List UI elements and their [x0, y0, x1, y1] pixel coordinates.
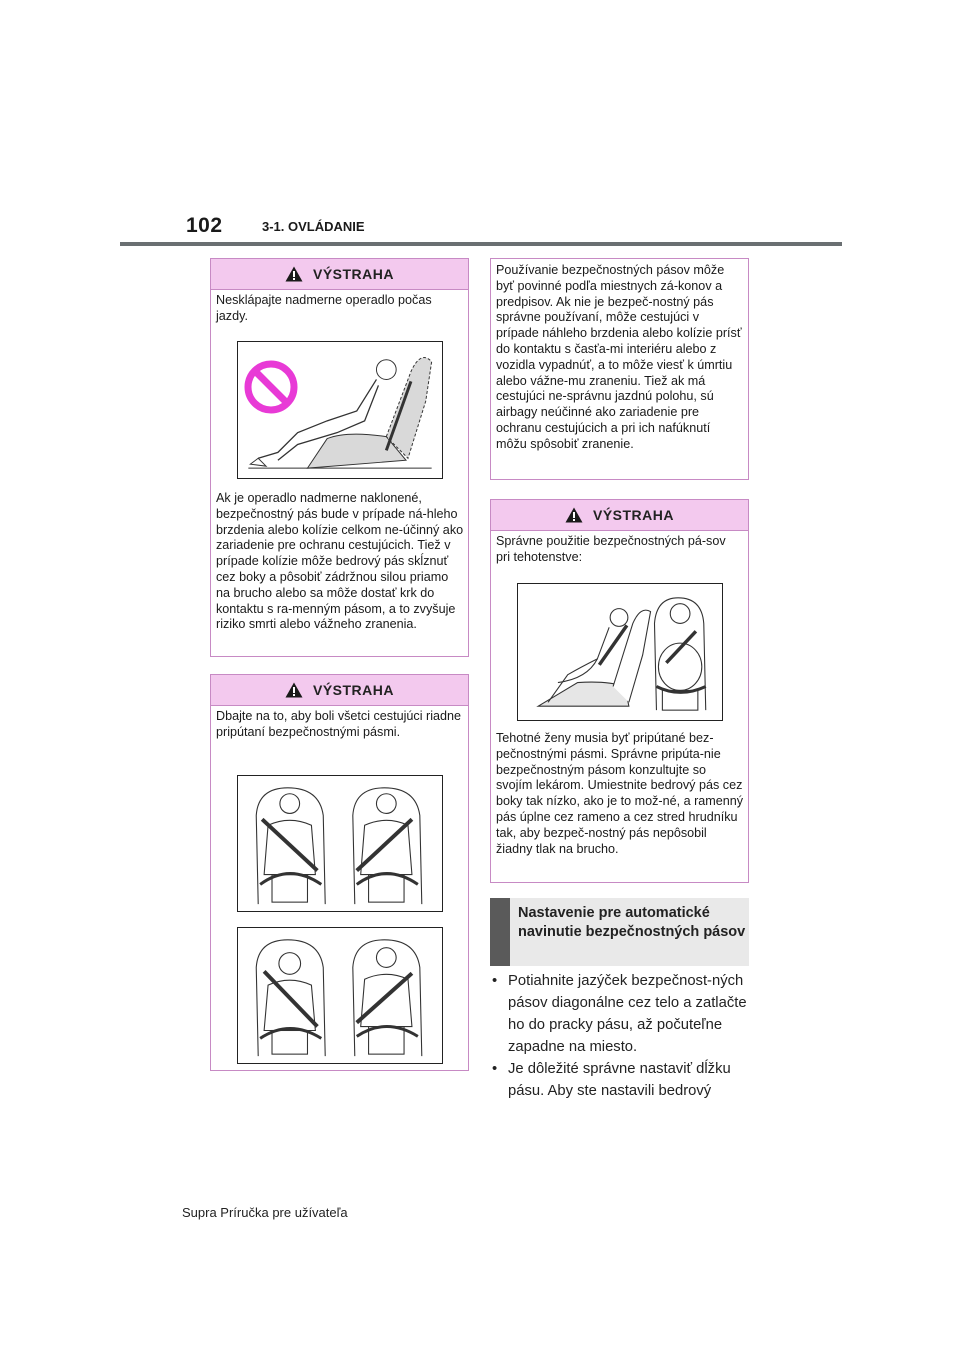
warning-header: [211, 675, 468, 706]
warning-title: VÝSTRAHA: [592, 507, 674, 523]
warning-box-reclining: [210, 258, 469, 657]
instruction-list: [490, 970, 765, 1102]
warning-text-detail: Ak je operadlo nadmerne naklonené, bezpečnostný pás bude v prípade ná-hleho brzdenia alebo kolízie celkom ne-účinný ako zariadenie pre ochranu cestujúcich. Tiež v prípade kolízie môže bedrový pás skĺznuť cez boky a pôsobiť zádržnou silou priamo na brucho alebo sa môže dostať krk do kontaktu s ra-menným pásom, a to zvyšuje riziko smrti alebo vážneho zranenia.: [216, 491, 464, 632]
topic-heading: [490, 898, 749, 966]
warning-title: VÝSTRAHA: [312, 266, 394, 282]
seatbelt-info-text: Používanie bezpečnostných pásov môže byť povinné podľa miestnych zá-konov a predpisov. Ak nie je bezpeč-nostný pás správne používaní, môže cestujúci v prípade náhleho brzdenia alebo kolízie prísť do kontaktu s časťa-mi interiéru alebo z vozidla vypadnúť, a to môže viesť k úmrtiu alebo vážne-mu zraneniu. Tiež ak má cestujúci ne-správnu jazdnú polohu, sú airbagy neúčinné ako zariadenie pre ochranu cestujúcich a pri ich nafúknutí môžu spôsobiť zranenie.: [496, 263, 742, 451]
warning-header: [211, 259, 468, 290]
header-rule: [120, 242, 842, 246]
warning-triangle-icon: [285, 682, 303, 698]
warning-text-detail: Tehotné ženy musia byť pripútané bez-pečnostnými pásmi. Správne pripúta-nie bezpečnostným pásom konzultujte so svojím lekárom. Umiestnite bedrový pás cez boky tak nízko, ako je to mož-né, a ramenný pás úplne cez rameno a cez stred hrudníku tak, aby bezpeč-nostný pás nepôsobil žiadny tlak na brucho.: [496, 731, 744, 856]
seatbelt-info-box: [490, 258, 749, 480]
warning-box-all-belted: [210, 674, 469, 1071]
footer-manual-title: Supra Príručka pre užívateľa: [182, 1205, 348, 1220]
list-item: • Je dôležité správne nastaviť dĺžku pásu. Aby ste nastavili bedrový: [490, 1058, 765, 1102]
warning-title: VÝSTRAHA: [312, 682, 394, 698]
warning-text: Dbajte na to, aby boli všetci cestujúci riadne pripútaní bezpečnostnými pásmi.: [216, 709, 462, 739]
warning-text: Nesklápajte nadmerne operadlo počas jazdy.: [216, 293, 432, 323]
belted-occupants-illustration-front: [237, 775, 443, 912]
prohibition-sign-icon: [243, 359, 299, 415]
warning-header: [491, 500, 748, 531]
section-title: 3-1. OVLÁDANIE: [262, 219, 365, 234]
topic-heading-bar: [490, 898, 510, 966]
warning-text: Správne použitie bezpečnostných pá-sov pri tehotenstve:: [496, 534, 726, 564]
warning-triangle-icon: [565, 507, 583, 523]
topic-heading-text: Nastavenie pre automatické navinutie bezpečnostných pásov: [518, 905, 746, 940]
warning-box-pregnancy: [490, 499, 749, 883]
pregnant-occupant-illustration: [517, 583, 723, 721]
warning-triangle-icon: [285, 266, 303, 282]
page-number: 102: [186, 214, 223, 237]
list-item: • Potiahnite jazýček bezpečnost-ných pásov diagonálne cez telo a zatlačte ho do pracky pásu, až počuteľne zapadne na miesto.: [490, 970, 765, 1058]
belted-occupants-illustration-rear: [237, 927, 443, 1064]
